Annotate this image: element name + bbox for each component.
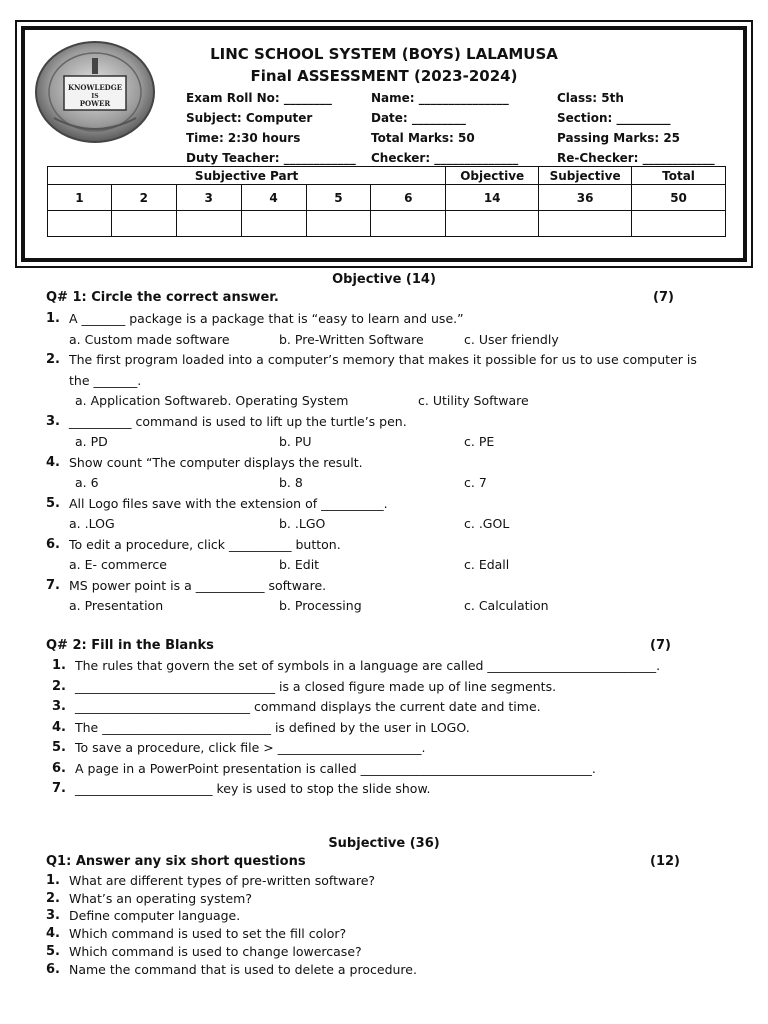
info-row-roll [186,91,726,109]
subjective-q1-marks: (12) [650,854,680,869]
marks-entry-cell[interactable] [241,211,306,237]
marks-entry-cell[interactable] [176,211,241,237]
mcq-option-a[interactable]: a. 6 [75,475,99,490]
mcq-option-b[interactable]: b. Edit [279,557,320,572]
blank-question: The ___________________________ is defined by the user in LOGO. [75,720,470,735]
mcq-option-c[interactable]: c. Calculation [464,598,549,613]
svg-text:KNOWLEDGE: KNOWLEDGE [67,83,123,92]
mcq-option-a[interactable]: a. .LOG [69,516,115,531]
mcq-number: 2. [46,352,60,367]
marks-header-objective: Objective [446,167,539,185]
short-question: Which command is used to change lowercase? [69,944,362,959]
marks-entry-cell[interactable] [48,211,112,237]
short-question-number: 2. [46,891,60,906]
marks-table-blank-row [48,211,726,237]
re-checker-field: Re-Checker: ____________ [557,151,715,165]
mcq-option-c[interactable]: c. Utility Software [418,393,529,408]
blank-number: 1. [52,658,66,673]
info-row-time [186,131,726,149]
mcq-option-c[interactable]: c. User friendly [464,332,559,347]
marks-entry-cell[interactable] [371,211,446,237]
blank-question: ____________________________ command displays the current date and time. [75,699,541,714]
blank-number: 5. [52,740,66,755]
info-row-subject [186,111,726,129]
subjective-section-title: Subjective (36) [328,836,440,851]
mcq-number: 6. [46,537,60,552]
duty-teacher-field: Duty Teacher: ____________ [186,151,356,165]
marks-header-subjective-part: Subjective Part [48,167,446,185]
q2-marks: (7) [650,638,671,653]
blank-question: To save a procedure, click file > _______________________. [75,740,426,755]
q1-marks: (7) [653,290,674,305]
short-question: Define computer language. [69,908,241,923]
mcq-number: 5. [46,496,60,511]
short-question: What’s an operating system? [69,891,252,906]
short-question-number: 3. [46,908,60,923]
mcq-option-a[interactable]: a. Presentation [69,598,164,613]
blank-number: 2. [52,679,66,694]
marks-table-header-row [48,167,726,185]
mcq-question: All Logo files save with the extension of __________. [69,496,388,511]
subjective-q1-heading: Q1: Answer any six short questions [46,854,306,869]
marks-entry-cell[interactable] [632,211,726,237]
blank-number: 6. [52,761,66,776]
mcq-question-continued: the _______. [69,373,142,388]
short-question: What are different types of pre-written software? [69,873,376,888]
marks-cell: 6 [371,185,446,211]
marks-cell: 50 [632,185,726,211]
short-question-number: 4. [46,926,60,941]
blank-number: 3. [52,699,66,714]
class-label: Class: 5th [557,91,624,105]
marks-cell: 2 [111,185,176,211]
total-marks-label: Total Marks: 50 [371,131,475,145]
subject-label: Subject: Computer [186,111,313,125]
blank-question: A page in a PowerPoint presentation is called _____________________________________. [75,761,596,776]
mcq-option-c[interactable]: c. 7 [464,475,487,490]
marks-entry-cell[interactable] [111,211,176,237]
blank-number: 4. [52,720,66,735]
marks-cell: 4 [241,185,306,211]
mcq-number: 3. [46,414,60,429]
marks-cell: 5 [306,185,371,211]
school-logo [34,40,156,144]
date-field: Date: _________ [371,111,466,125]
mcq-option-a[interactable]: a. Custom made software [69,332,230,347]
marks-cell: 3 [176,185,241,211]
student-name-field: Name: _______________ [371,91,509,105]
mcq-number: 4. [46,455,60,470]
mcq-number: 1. [46,311,60,326]
marks-table [47,166,726,237]
mcq-question: MS power point is a ___________ software. [69,578,327,593]
mcq-option-c[interactable]: c. Edall [464,557,510,572]
marks-entry-cell[interactable] [539,211,632,237]
short-question: Which command is used to set the fill color? [69,926,347,941]
svg-text:IS: IS [91,93,99,100]
marks-table-values-row [48,185,726,211]
blank-question: ________________________________ is a closed figure made up of line segments. [75,679,557,694]
mcq-option-b[interactable]: b. Processing [279,598,362,613]
short-question-number: 1. [46,873,60,888]
marks-cell: 36 [539,185,632,211]
section-field: Section: _________ [557,111,671,125]
mcq-option-b[interactable]: b. Pre-Written Software [279,332,424,347]
school-name: LINC SCHOOL SYSTEM (BOYS) LALAMUSA [210,45,558,63]
marks-cell: 1 [48,185,112,211]
mcq-question: The first program loaded into a computer’s memory that makes it possible for us to use computer is [69,352,697,367]
q1-heading: Q# 1: Circle the correct answer. [46,290,279,305]
marks-entry-cell[interactable] [306,211,371,237]
mcq-question: To edit a procedure, click __________ button. [69,537,341,552]
exam-roll-no: Exam Roll No: ________ [186,91,332,105]
mcq-option-b[interactable]: b. PU [279,434,312,449]
blank-question: ______________________ key is used to stop the slide show. [75,781,431,796]
school-seal-icon [34,40,156,144]
mcq-question: A _______ package is a package that is “easy to learn and use.” [69,311,464,326]
short-question-number: 6. [46,962,60,977]
mcq-number: 7. [46,578,60,593]
marks-entry-cell[interactable] [446,211,539,237]
mcq-option-b[interactable]: b. .LGO [279,516,326,531]
mcq-option-b[interactable]: b. 8 [279,475,303,490]
marks-header-subjective: Subjective [539,167,632,185]
mcq-option-c[interactable]: c. .GOL [464,516,510,531]
passing-marks-label: Passing Marks: 25 [557,131,681,145]
q2-heading: Q# 2: Fill in the Blanks [46,638,214,653]
blank-question: The rules that govern the set of symbols in a language are called ___________________________. [75,658,661,673]
short-question-number: 5. [46,944,60,959]
short-question: Name the command that is used to delete a procedure. [69,962,417,977]
mcq-option-a[interactable]: a. E- commerce [69,557,167,572]
mcq-option-a-b[interactable]: a. Application Softwareb. Operating System [75,393,349,408]
blank-number: 7. [52,781,66,796]
checker-field: Checker: ______________ [371,151,519,165]
svg-text:POWER: POWER [79,99,111,108]
exam-title: Final ASSESSMENT (2023-2024) [250,67,518,85]
mcq-question: Show count “The computer displays the result. [69,455,363,470]
objective-section-title: Objective (14) [332,272,436,287]
mcq-option-c[interactable]: c. PE [464,434,495,449]
mcq-option-a[interactable]: a. PD [75,434,108,449]
marks-cell: 14 [446,185,539,211]
mcq-question: __________ command is used to lift up the turtle’s pen. [69,414,407,429]
time-label: Time: 2:30 hours [186,131,301,145]
marks-header-total: Total [632,167,726,185]
